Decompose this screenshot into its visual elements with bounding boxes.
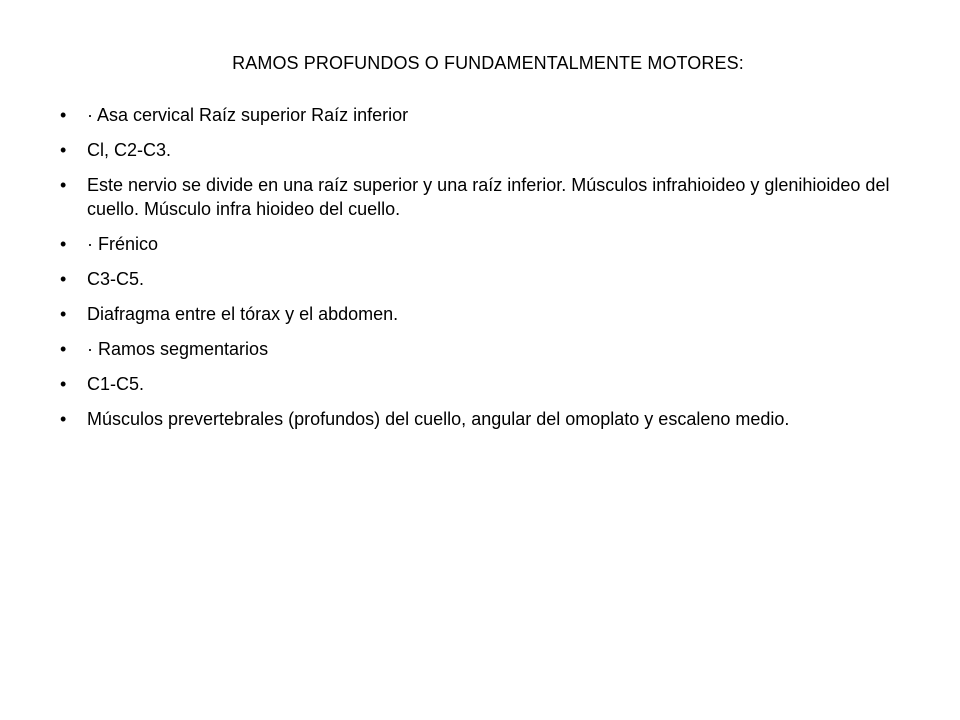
list-item [60, 232, 920, 256]
list-item-text: C1-C5. [87, 374, 145, 394]
list-item-text: · Asa cervical Raíz superior Raíz inferior [87, 105, 409, 125]
list-item-text: Diafragma entre el tórax y el abdomen. [87, 304, 399, 324]
list-item-text: · Ramos segmentarios [87, 339, 269, 359]
list-item [60, 337, 920, 361]
bullet-marker: • [60, 175, 67, 195]
list-item [60, 103, 920, 127]
list-item-text: Músculos prevertebrales (profundos) del cuello, angular del omoplato y escaleno medio. [87, 409, 790, 429]
bullet-marker: • [60, 140, 67, 160]
list-item [60, 407, 920, 431]
list-item-text: Este nervio se divide en una raíz superior y una raíz inferior. Músculos infrahioideo y glenihioideo del cuello. Músculo infra hioideo del cuello. [87, 175, 890, 219]
bullet-marker: • [60, 409, 67, 429]
bullet-marker: • [60, 234, 67, 254]
list-item [60, 267, 920, 291]
bullet-marker: • [60, 374, 67, 394]
list-item [60, 302, 920, 326]
bullet-marker: • [60, 304, 67, 324]
bullet-list [60, 103, 920, 442]
list-item [60, 138, 920, 162]
list-item [60, 372, 920, 396]
bullet-marker: • [60, 105, 67, 125]
bullet-marker: • [60, 269, 67, 289]
list-item-text: C3-C5. [87, 269, 145, 289]
list-item [60, 173, 920, 221]
slide-title: RAMOS PROFUNDOS O FUNDAMENTALMENTE MOTORES: [232, 53, 744, 73]
list-item-text: Cl, C2-C3. [87, 140, 172, 160]
bullet-marker: • [60, 339, 67, 359]
list-item-text: · Frénico [87, 234, 159, 254]
